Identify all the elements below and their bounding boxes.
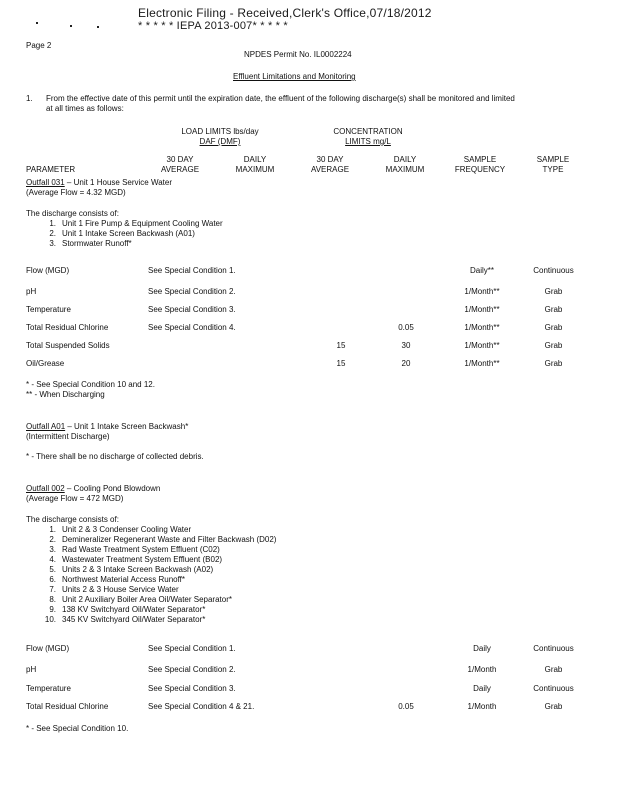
- scan-speck: [70, 25, 72, 27]
- list-item: 3. Rad Waste Treatment System Effluent (C02): [49, 545, 220, 554]
- list-item: 7. Units 2 & 3 House Service Water: [49, 585, 179, 594]
- list-item: 1. Unit 1 Fire Pump & Equipment Cooling Water: [49, 219, 223, 228]
- outfall-002-note: * - See Special Condition 10.: [26, 724, 129, 733]
- outfall-031-note1: * - See Special Condition 10 and 12.: [26, 380, 155, 389]
- outfall-031-list: [40, 219, 223, 249]
- outfall-002-title: Outfall 002 – Cooling Pond Blowdown: [26, 484, 161, 493]
- table-row: Flow (MGD) See Special Condition 1. Daily Continuous: [26, 644, 574, 653]
- load-limits-header: LOAD LIMITS lbs/day DAF (DMF): [181, 127, 259, 146]
- page-label: Page 2: [26, 41, 52, 50]
- load-avg-header: 30 DAY AVERAGE: [160, 155, 200, 174]
- table-row: Total Residual Chlorine See Special Condition 4. 0.05 1/Month** Grab: [26, 323, 563, 332]
- list-item: 1. Unit 2 & 3 Condenser Cooling Water: [49, 525, 192, 534]
- table-row: Temperature See Special Condition 3. 1/Month** Grab: [26, 305, 563, 314]
- list-item: 8. Unit 2 Auxiliary Boiler Area Oil/Water Separator*: [49, 595, 232, 604]
- table-row: Total Suspended Solids 15 30 1/Month** Grab: [26, 341, 563, 350]
- outfall-031-title: Outfall 031 – Unit 1 House Service Water: [26, 178, 173, 187]
- outfall-031-consists: The discharge consists of:: [26, 209, 119, 218]
- intro-text-line1: From the effective date of this permit until the expiration date, the effluent of the following discharge(s) shall be monitored and limited: [46, 94, 515, 103]
- table-row: Total Residual Chlorine See Special Condition 4 & 21. 0.05 1/Month Grab: [26, 702, 563, 711]
- table-row: Temperature See Special Condition 3. Daily Continuous: [26, 684, 574, 693]
- outfall-002-flow: (Average Flow = 472 MGD): [26, 494, 124, 503]
- list-item: 2. Demineralizer Regenerant Waste and Filter Backwash (D02): [49, 535, 277, 544]
- outfall-a01-title: Outfall A01 – Unit 1 Intake Screen Backwash*: [26, 422, 189, 431]
- filing-stamp-line2: * * * * * IEPA 2013-007* * * * *: [138, 20, 288, 32]
- list-item: 5. Units 2 & 3 Intake Screen Backwash (A02): [49, 565, 214, 574]
- list-item: 3. Stormwater Runoff*: [49, 239, 132, 248]
- outfall-a01-sub: (Intermittent Discharge): [26, 432, 110, 441]
- list-item: 9. 138 KV Switchyard Oil/Water Separator*: [49, 605, 206, 614]
- list-item: 2. Unit 1 Intake Screen Backwash (A01): [49, 229, 195, 238]
- list-item: 4. Wastewater Treatment System Effluent (B02): [49, 555, 223, 564]
- conc-avg-header: 30 DAY AVERAGE: [310, 155, 350, 174]
- list-item: 10. 345 KV Switchyard Oil/Water Separator*: [44, 615, 206, 624]
- concentration-header: CONCENTRATION LIMITS mg/L: [333, 127, 403, 146]
- intro-text-line2: at all times as follows:: [46, 104, 124, 113]
- sample-frequency-header: SAMPLE FREQUENCY: [454, 155, 506, 174]
- outfall-a01-note: * - There shall be no discharge of collected debris.: [26, 452, 204, 461]
- outfall-031-note2: ** - When Discharging: [26, 390, 105, 399]
- filing-stamp-line1: Electronic Filing - Received,Clerk's Office,07/18/2012: [138, 6, 432, 20]
- table-row: Oil/Grease 15 20 1/Month** Grab: [26, 359, 563, 368]
- intro-number: 1.: [26, 94, 33, 103]
- load-max-header: DAILY MAXIMUM: [235, 155, 275, 174]
- scan-speck: [36, 22, 38, 24]
- table-row: Flow (MGD) See Special Condition 1. Daily** Continuous: [26, 266, 574, 275]
- parameter-header: PARAMETER: [26, 165, 76, 174]
- sample-type-header: SAMPLE TYPE: [536, 155, 570, 174]
- list-item: 6. Northwest Material Access Runoff*: [49, 575, 186, 584]
- table-row: pH See Special Condition 2. 1/Month** Grab: [26, 287, 563, 296]
- outfall-002-list: [40, 525, 276, 625]
- table-row: pH See Special Condition 2. 1/Month Grab: [26, 665, 563, 674]
- section-title: Effluent Limitations and Monitoring: [233, 72, 356, 81]
- scan-speck: [97, 26, 99, 28]
- outfall-031-flow: (Average Flow = 4.32 MGD): [26, 188, 126, 197]
- outfall-002-consists: The discharge consists of:: [26, 515, 119, 524]
- conc-max-header: DAILY MAXIMUM: [385, 155, 425, 174]
- permit-number: NPDES Permit No. IL0002224: [244, 50, 352, 59]
